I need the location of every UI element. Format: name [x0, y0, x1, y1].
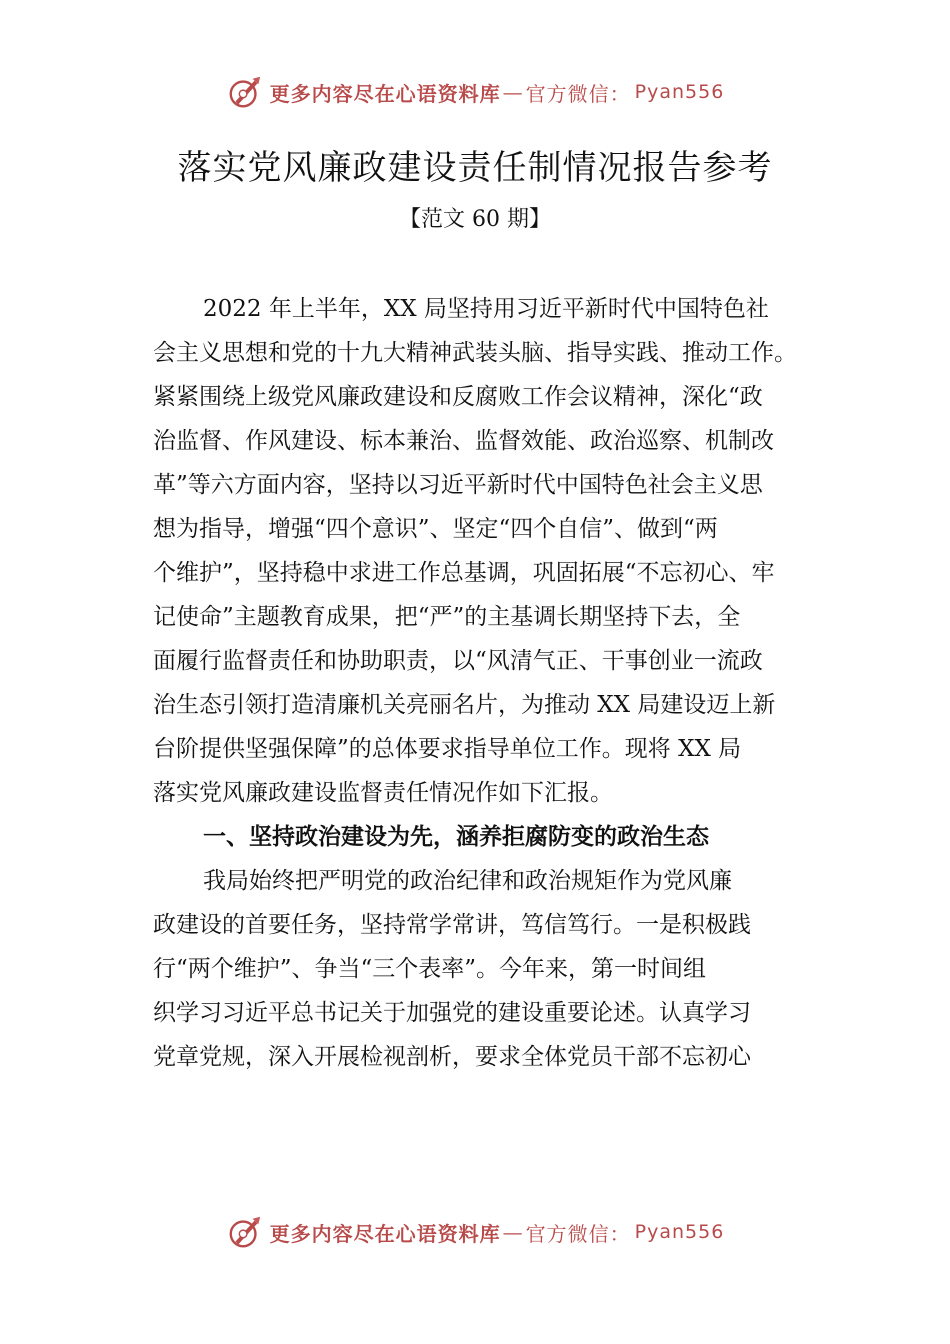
banner-brand-text: 更多内容尽在心语资料库 [269, 81, 501, 106]
banner-brand-text: 更多内容尽在心语资料库 [269, 1221, 501, 1246]
banner-separator: — [502, 80, 524, 104]
footer-banner [0, 1210, 950, 1254]
body-line: 面履行监督责任和协助职责，以“风清气正、干事创业一流政 [153, 648, 763, 674]
body-line: 党章党规，深入开展检视剖析，要求全体党员干部不忘初心 [153, 1044, 751, 1070]
document-body [153, 287, 843, 1079]
body-line: 政建设的首要任务，坚持常学常讲，笃信笃行。一是积极践 [153, 912, 751, 938]
body-line: 个维护”，坚持稳中求进工作总基调，巩固拓展“不忘初心、牢 [153, 560, 775, 586]
document-title: 落实党风廉政建设责任制情况报告参考 [177, 148, 773, 188]
section-heading: 一、坚持政治建设为先，涵养拒腐防变的政治生态 [203, 824, 709, 850]
body-line: 行“两个维护”、争当“三个表率”。今年来，第一时间组 [153, 956, 707, 982]
body-line: 记使命”主题教育成果，把“严”的主基调长期坚持下去，全 [153, 604, 741, 630]
body-line: 台阶提供坚强保障”的总体要求指导单位工作。现将 XX 局 [153, 736, 742, 762]
body-line: 2022 年上半年，XX 局坚持用习近平新时代中国特色社 [203, 296, 769, 322]
body-line: 治生态引领打造清廉机关亮丽名片，为推动 XX 局建设迈上新 [153, 692, 776, 718]
banner-wechat-label: 官方微信： [525, 1221, 631, 1246]
body-line: 落实党风廉政建设监督责任情况作如下汇报。 [153, 780, 613, 806]
document-subtitle: 【范文 60 期】 [399, 207, 551, 232]
body-line: 我局始终把严明党的政治纪律和政治规矩作为党风廉 [203, 868, 732, 894]
body-line: 治监督、作风建设、标本兼治、监督效能、政治巡察、机制改 [153, 428, 774, 454]
body-line: 想为指导，增强“四个意识”、坚定“四个自信”、做到“两 [153, 516, 718, 542]
banner-wechat-id: Pyan556 [634, 1221, 725, 1243]
body-line: 会主义思想和党的十九大精神武装头脑、指导实践、推动工作。 [153, 340, 797, 366]
quill-logo-icon [226, 1213, 264, 1251]
body-line: 织学习习近平总书记关于加强党的建设重要论述。认真学习 [153, 1000, 751, 1026]
body-line: 紧紧围绕上级党风廉政建设和反腐败工作会议精神，深化“政 [153, 384, 763, 410]
body-line: 革”等六方面内容，坚持以习近平新时代中国特色社会主义思 [153, 472, 763, 498]
banner-wechat-label: 官方微信： [525, 81, 631, 106]
banner-wechat-id: Pyan556 [634, 81, 725, 103]
quill-logo-icon [226, 73, 264, 111]
banner-separator: — [502, 1220, 524, 1244]
header-banner [0, 70, 950, 114]
